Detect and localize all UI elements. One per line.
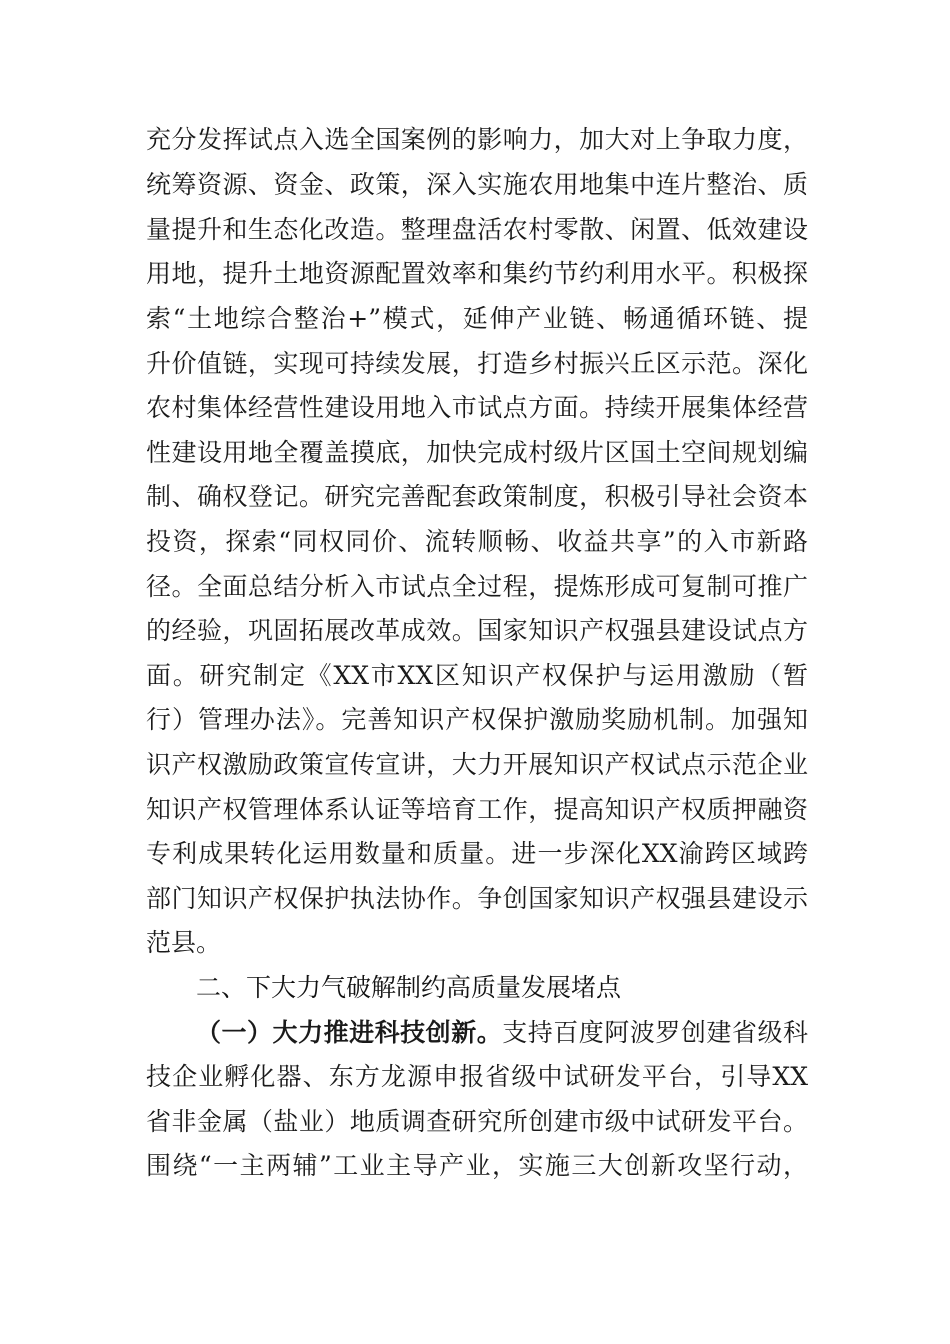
body-line-15: 识产权激励政策宣传宣讲，大力开展知识产权试点示范企业 bbox=[146, 750, 808, 779]
body-line-3: 量提升和生态化改造。整理盘活农村零散、闲置、低效建设 bbox=[146, 215, 808, 244]
body-line-19: 范县。 bbox=[146, 928, 222, 957]
subsection-first-line bbox=[196, 1013, 808, 1053]
body-line-17: 专利成果转化运用数量和质量。进一步深化XX渝跨区域跨 bbox=[146, 839, 808, 868]
body-line-18: 部门知识产权保护执法协作。争创国家知识产权强县建设示 bbox=[146, 884, 808, 913]
body-line-1: 充分发挥试点入选全国案例的影响力，加大对上争取力度， bbox=[146, 125, 808, 154]
body-line-10: 投资，探索“同权同价、流转顺畅、收益共享”的入市新路 bbox=[146, 527, 808, 556]
body-line-8: 性建设用地全覆盖摸底，加快完成村级片区国土空间规划编 bbox=[146, 438, 808, 467]
subsection-lead: （一）大力推进科技创新。 bbox=[196, 1018, 503, 1047]
body-line-5: 索“土地综合整治+”模式，延伸产业链、畅通循环链、提 bbox=[146, 304, 808, 333]
body-line-16: 知识产权管理体系认证等培育工作，提高知识产权质押融资 bbox=[146, 795, 808, 824]
body-line-13: 面。研究制定《XX市XX区知识产权保护与运用激励（暂 bbox=[146, 661, 808, 690]
subsection-first-line-rest: 支持百度阿波罗创建省级科 bbox=[502, 1018, 808, 1047]
body-line-6: 升价值链，实现可持续发展，打造乡村振兴丘区示范。深化 bbox=[146, 349, 808, 378]
body-line-7: 农村集体经营性建设用地入市试点方面。持续开展集体经营 bbox=[146, 393, 808, 422]
body-line-4: 用地，提升土地资源配置效率和集约节约利用水平。积极探 bbox=[146, 259, 808, 288]
subsection-line-3: 省非金属（盐业）地质调查研究所创建市级中试研发平台。 bbox=[146, 1107, 808, 1136]
body-line-11: 径。全面总结分析入市试点全过程，提炼形成可复制可推广 bbox=[146, 572, 808, 601]
body-line-14: 行）管理办法》。完善知识产权保护激励奖励机制。加强知 bbox=[146, 705, 808, 734]
body-line-2: 统筹资源、资金、政策，深入实施农用地集中连片整治、质 bbox=[146, 170, 808, 199]
section-heading: 二、下大力气破解制约高质量发展堵点 bbox=[196, 973, 622, 1002]
body-line-9: 制、确权登记。研究完善配套政策制度，积极引导社会资本 bbox=[146, 482, 808, 511]
subsection-line-4: 围绕“一主两辅”工业主导产业，实施三大创新攻坚行动， bbox=[146, 1151, 808, 1180]
body-line-12: 的经验，巩固拓展改革成效。国家知识产权强县建设试点方 bbox=[146, 616, 808, 645]
subsection-line-2: 技企业孵化器、东方龙源申报省级中试研发平台，引导XX bbox=[146, 1062, 808, 1091]
